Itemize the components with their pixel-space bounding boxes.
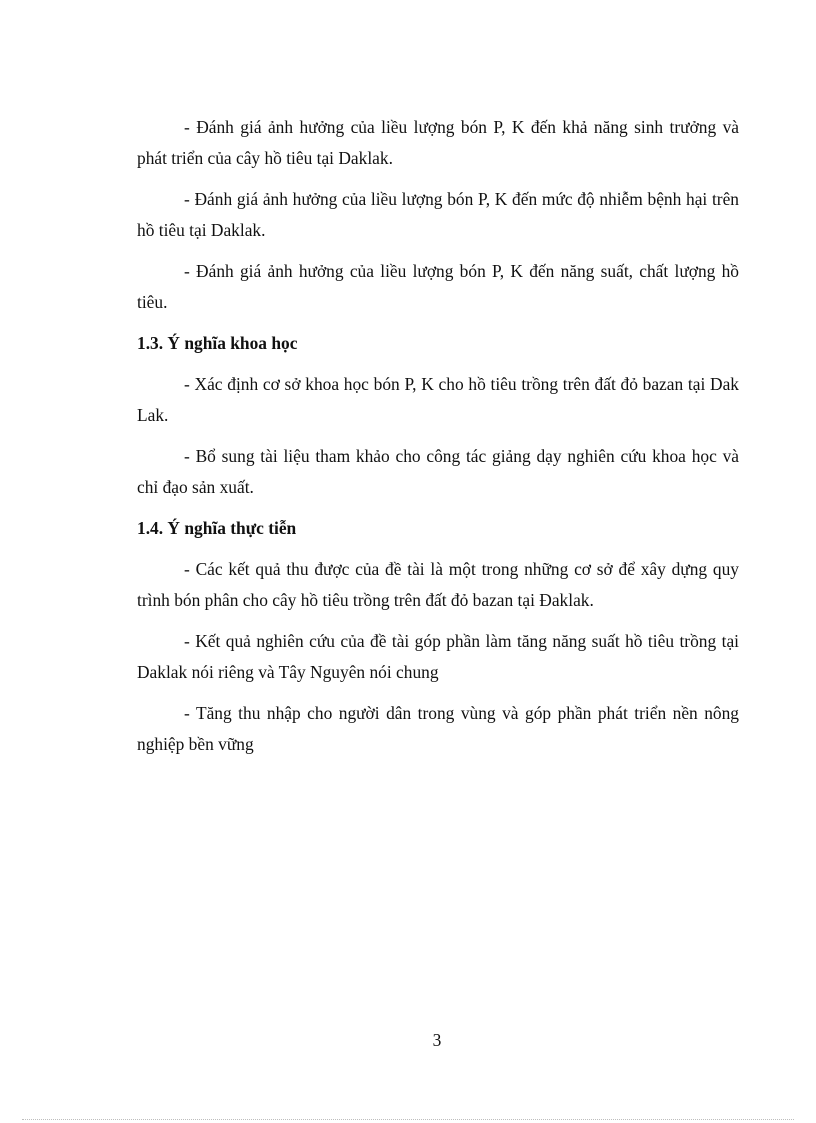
paragraph-yield-assessment: - Đánh giá ảnh hưởng của liều lượng bón P, K đến năng suất, chất lượng hồ tiêu. [137, 261, 739, 312]
page-number: 3 [432, 1030, 442, 1050]
paragraph-fertilizing-process: - Các kết quả thu được của đề tài là một trong những cơ sở để xây dựng quy trình bón phân cho cây hồ tiêu trồng trên đất đỏ bazan tại Đaklak. [137, 559, 739, 610]
paragraph-reference-material: - Bổ sung tài liệu tham khảo cho công tác giảng dạy nghiên cứu khoa học và chỉ đạo sản xuất. [137, 446, 739, 497]
section-heading-practical-significance: 1.4. Ý nghĩa thực tiễn [137, 518, 297, 538]
paragraph-growth-assessment: - Đánh giá ảnh hưởng của liều lượng bón P, K đến khả năng sinh trưởng và phát triển của cây hồ tiêu tại Daklak. [137, 117, 739, 168]
paragraph-yield-increase: - Kết quả nghiên cứu của đề tài góp phần làm tăng năng suất hồ tiêu trồng tại Daklak nói riêng và Tây Nguyên nói chung [137, 631, 739, 682]
paragraph-scientific-basis: - Xác định cơ sở khoa học bón P, K cho hồ tiêu trồng trên đất đỏ bazan tại Dak Lak. [137, 374, 739, 425]
paragraph-income-increase: - Tăng thu nhập cho người dân trong vùng và góp phần phát triển nền nông nghiệp bền vững [137, 703, 739, 754]
section-heading-scientific-significance: 1.3. Ý nghĩa khoa học [137, 333, 298, 353]
document-body [137, 112, 739, 770]
page-bottom-divider [22, 1119, 794, 1120]
paragraph-disease-assessment: - Đánh giá ảnh hưởng của liều lượng bón P, K đến mức độ nhiễm bệnh hại trên hồ tiêu tại Daklak. [137, 189, 739, 240]
